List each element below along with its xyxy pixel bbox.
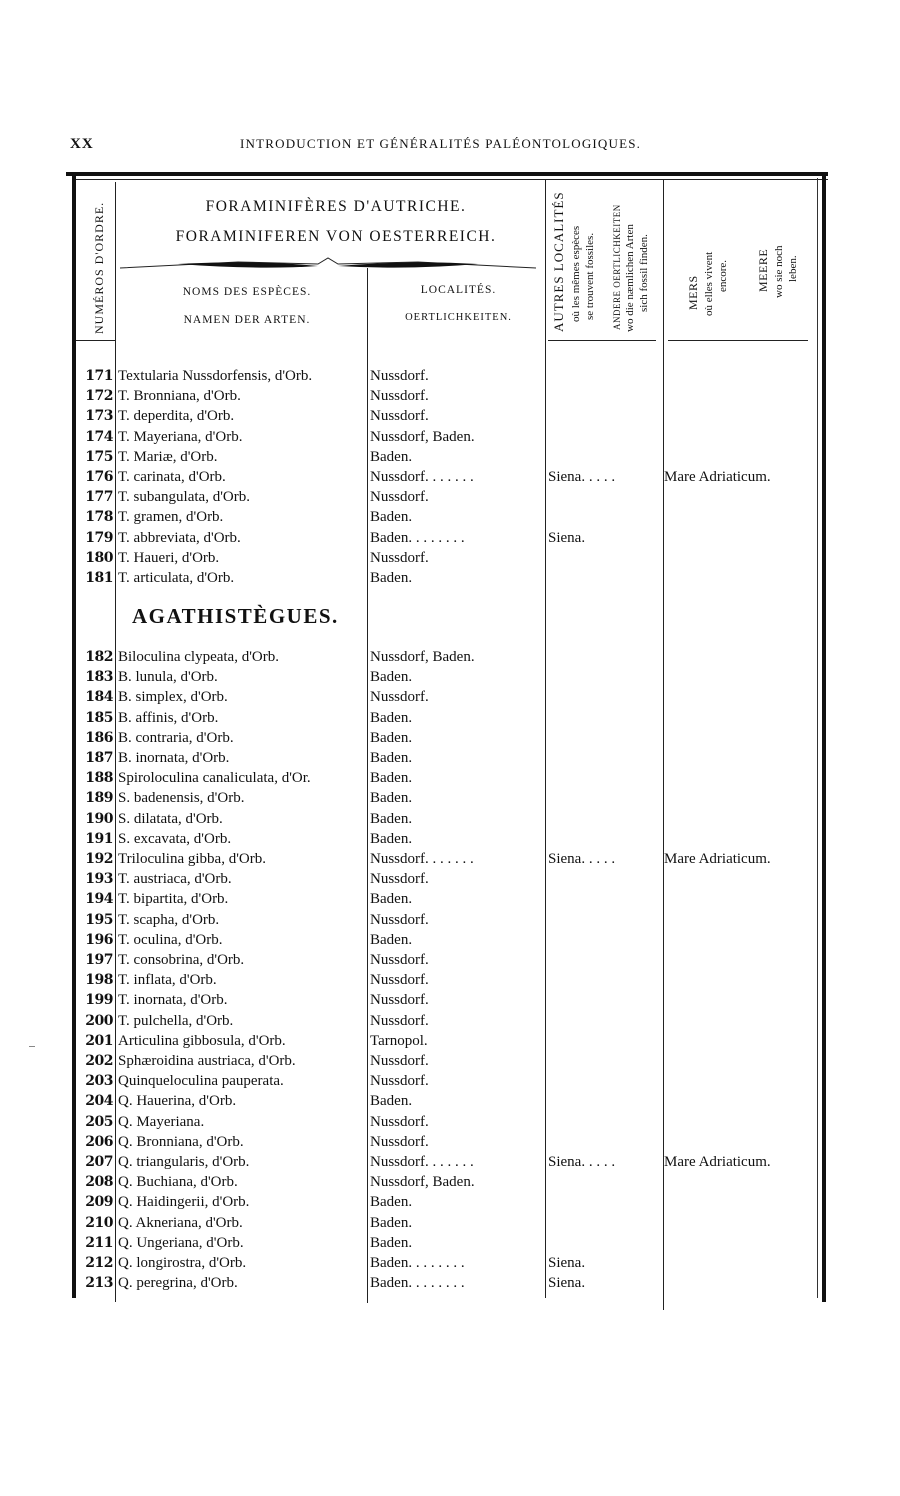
- header-ornament: [118, 254, 538, 276]
- row-number: 210: [85, 1214, 113, 1231]
- header-names-de: NAMEN DER ARTEN.: [183, 314, 311, 326]
- row-number: 208: [85, 1174, 113, 1191]
- table-right-rule: [822, 172, 826, 1302]
- locality: Nussdorf.: [370, 952, 429, 968]
- locality: Nussdorf. . . . . . .: [370, 469, 474, 485]
- row-number: 177: [85, 489, 113, 506]
- species-name: T. inornata, d'Orb.: [118, 992, 228, 1009]
- row-number: 181: [85, 570, 113, 586]
- header-other-localities-de-note1: wo die næmlichen Arten: [624, 224, 636, 332]
- species-name: Q. longirostra, d'Orb.: [118, 1255, 247, 1271]
- row-number: 179: [85, 529, 113, 546]
- locality: Baden.: [370, 931, 413, 948]
- locality: Nussdorf.: [370, 549, 429, 566]
- species-name: T. subangulata, d'Orb.: [118, 489, 250, 506]
- row-number: 176: [85, 469, 113, 485]
- species-name: T. pulchella, d'Orb.: [118, 1012, 234, 1029]
- species-name: Q. peregrina, d'Orb.: [118, 1275, 238, 1292]
- locality: Nussdorf.: [370, 972, 429, 989]
- species-name: T. Mariæ, d'Orb.: [118, 448, 218, 465]
- header-other-localities-de-note2: sich fossil finden.: [638, 234, 650, 312]
- header-localities-de: OERTLICHKEITEN.: [405, 312, 512, 323]
- row-number: 198: [85, 972, 113, 989]
- row-number: 192: [85, 851, 113, 867]
- header-other-localities-fr-note1: où les mêmes espèces: [570, 225, 582, 322]
- species-name: Sphæroidina austriaca, d'Orb.: [118, 1053, 296, 1069]
- row-number: 175: [85, 448, 113, 465]
- locality: Nussdorf.: [370, 388, 429, 405]
- row-number: 183: [85, 669, 113, 686]
- column-divider-number: [115, 182, 116, 1302]
- header-title-de: FORAMINIFEREN VON OESTERREICH.: [175, 228, 497, 245]
- locality: Baden.: [370, 669, 413, 686]
- row-number: 209: [85, 1194, 113, 1211]
- species-name: Biloculina clypeata, d'Orb.: [118, 649, 279, 665]
- header-seas-de: MEERE: [756, 248, 770, 292]
- species-name: Textularia Nussdorfensis, d'Orb.: [118, 368, 313, 384]
- column-divider-name: [367, 268, 368, 1303]
- row-number: 211: [85, 1234, 113, 1251]
- row-number: 206: [85, 1133, 113, 1150]
- row-number: 204: [85, 1093, 113, 1110]
- locality: Baden.: [370, 709, 413, 726]
- species-name: T. Bronniana, d'Orb.: [118, 388, 241, 405]
- species-name: S. excavata, d'Orb.: [118, 830, 232, 847]
- species-name: Q. Buchiana, d'Orb.: [118, 1174, 238, 1191]
- locality: Baden.: [370, 1194, 413, 1211]
- header-names-fr: NOMS DES ESPÈCES.: [182, 286, 312, 298]
- header-seas-fr-note2: encore.: [717, 259, 729, 292]
- locality: Baden.: [370, 448, 413, 465]
- locality: Baden.: [370, 790, 413, 807]
- row-number: 184: [85, 689, 113, 706]
- row-number: 194: [85, 891, 113, 908]
- row-number: 202: [85, 1053, 113, 1069]
- species-name: T. inflata, d'Orb.: [118, 972, 217, 989]
- header-seas-fr: MERS: [686, 275, 700, 310]
- header-other-localities-fr-note2: se trouvent fossiles.: [584, 232, 596, 320]
- row-number: 200: [85, 1012, 113, 1029]
- row-number: 205: [85, 1113, 113, 1130]
- header-ordre: NUMÉROS D'ORDRE.: [92, 201, 106, 334]
- living-sea: Mare Adriaticum.: [664, 469, 771, 485]
- header-seas-de-note2: leben.: [787, 255, 799, 282]
- other-locality: Siena. . . . .: [548, 851, 616, 867]
- other-locality: Siena.: [548, 529, 586, 546]
- species-name: T. Haueri, d'Orb.: [118, 549, 220, 566]
- locality: Baden. . . . . . . .: [370, 1275, 465, 1292]
- row-number: 187: [85, 750, 113, 766]
- other-locality: Siena.: [548, 1275, 586, 1292]
- species-name: T. oculina, d'Orb.: [118, 931, 223, 948]
- column-divider-locality: [545, 180, 546, 1298]
- species-name: T. abbreviata, d'Orb.: [118, 529, 241, 546]
- living-sea: Mare Adriaticum.: [664, 851, 771, 867]
- locality: Nussdorf.: [370, 1133, 429, 1150]
- row-number: 199: [85, 992, 113, 1009]
- locality: Nussdorf.: [370, 992, 429, 1009]
- row-number: 171: [85, 368, 113, 384]
- header-title-fr: FORAMINIFÈRES D'AUTRICHE.: [205, 198, 467, 215]
- locality: Nussdorf.: [370, 911, 429, 928]
- row-number: 196: [85, 931, 113, 948]
- locality: Baden.: [370, 810, 413, 827]
- page-number: XX: [70, 136, 94, 152]
- species-name: T. deperdita, d'Orb.: [118, 408, 235, 425]
- header-rule-other: [548, 340, 656, 341]
- species-name: Q. Mayeriana.: [118, 1113, 205, 1130]
- row-number: 189: [85, 790, 113, 807]
- row-number: 195: [85, 911, 113, 928]
- species-name: S. dilatata, d'Orb.: [118, 810, 223, 827]
- locality: Baden. . . . . . . .: [370, 529, 465, 546]
- species-name: T. consobrina, d'Orb.: [118, 952, 245, 968]
- locality: Baden.: [370, 830, 413, 847]
- locality: Baden.: [370, 750, 413, 766]
- locality: Nussdorf. . . . . . .: [370, 1154, 474, 1170]
- column-divider-other: [663, 180, 664, 1310]
- species-name: T. articulata, d'Orb.: [118, 570, 235, 586]
- locality: Nussdorf.: [370, 1113, 429, 1130]
- header-rule-sea: [668, 340, 808, 341]
- locality: Baden.: [370, 509, 413, 526]
- locality: Baden.: [370, 770, 413, 787]
- locality: Nussdorf.: [370, 689, 429, 706]
- locality: Nussdorf. . . . . . .: [370, 851, 474, 867]
- species-name: Articulina gibbosula, d'Orb.: [118, 1032, 286, 1049]
- species-name: T. scapha, d'Orb.: [118, 911, 220, 928]
- header-other-localities-de: ANDERE OERTLICHKEITEN: [612, 204, 622, 330]
- row-number: 173: [85, 408, 113, 425]
- locality: Nussdorf.: [370, 1073, 429, 1090]
- species-name: Q. Akneriana, d'Orb.: [118, 1214, 243, 1231]
- locality: Nussdorf, Baden.: [370, 428, 475, 445]
- table-right-thin-rule: [817, 178, 818, 1298]
- locality: Nussdorf, Baden.: [370, 1174, 475, 1191]
- locality: Tarnopol.: [370, 1032, 428, 1049]
- locality: Nussdorf.: [370, 489, 429, 506]
- species-name: B. simplex, d'Orb.: [118, 689, 228, 706]
- locality: Baden.: [370, 1214, 413, 1231]
- species-name: Q. Hauerina, d'Orb.: [118, 1093, 237, 1110]
- locality: Nussdorf.: [370, 408, 429, 425]
- row-number: 178: [85, 509, 113, 526]
- row-number: 201: [85, 1032, 113, 1049]
- table-top-rule: [66, 172, 828, 176]
- running-head: [70, 136, 830, 156]
- species-table: [66, 172, 834, 1304]
- locality: Nussdorf.: [370, 871, 429, 888]
- species-name: Spiroloculina canaliculata, d'Or.: [118, 770, 311, 787]
- row-number: 182: [85, 649, 113, 665]
- species-name: T. gramen, d'Orb.: [118, 509, 224, 526]
- row-number: 185: [85, 709, 113, 726]
- other-locality: Siena.: [548, 1255, 586, 1271]
- row-number: 180: [85, 549, 113, 566]
- row-number: 188: [85, 770, 113, 787]
- header-seas-de-note1: wo sie noch: [773, 245, 785, 298]
- locality: Baden.: [370, 1234, 413, 1251]
- margin-mark: [29, 1046, 35, 1047]
- row-number: 186: [85, 729, 113, 746]
- locality: Baden.: [370, 570, 413, 586]
- locality: Nussdorf.: [370, 1012, 429, 1029]
- row-number: 193: [85, 871, 113, 888]
- row-number: 191: [85, 830, 113, 847]
- species-name: S. badenensis, d'Orb.: [118, 790, 245, 807]
- species-name: T. Mayeriana, d'Orb.: [118, 428, 243, 445]
- locality: Nussdorf, Baden.: [370, 649, 475, 665]
- row-number: 174: [85, 428, 113, 445]
- row-number: 190: [85, 810, 113, 827]
- header-other-localities-fr: AUTRES LOCALITÉS: [551, 191, 566, 332]
- other-locality: Siena. . . . .: [548, 1154, 616, 1170]
- species-name: T. austriaca, d'Orb.: [118, 871, 232, 888]
- row-number: 207: [85, 1154, 113, 1170]
- locality: Baden.: [370, 891, 413, 908]
- species-name: T. carinata, d'Orb.: [118, 469, 226, 485]
- species-name: T. bipartita, d'Orb.: [118, 891, 229, 908]
- header-rule-number: [76, 340, 116, 341]
- header-seas-fr-note1: où elles vivent: [703, 251, 715, 316]
- locality: Baden.: [370, 729, 413, 746]
- running-title: INTRODUCTION ET GÉNÉRALITÉS PALÉONTOLOGIQUES.: [240, 136, 642, 151]
- locality: Nussdorf.: [370, 1053, 429, 1069]
- locality: Nussdorf.: [370, 368, 429, 384]
- row-number: 213: [85, 1275, 113, 1292]
- species-name: Q. Ungeriana, d'Orb.: [118, 1234, 244, 1251]
- locality: Baden.: [370, 1093, 413, 1110]
- species-name: B. inornata, d'Orb.: [118, 750, 230, 766]
- row-number: 172: [85, 388, 113, 405]
- header-localities-fr: LOCALITÉS.: [420, 284, 497, 296]
- species-name: Quinqueloculina pauperata.: [118, 1073, 284, 1090]
- table-top-thin-rule: [76, 179, 828, 180]
- species-name: Q. Bronniana, d'Orb.: [118, 1133, 244, 1150]
- section-title-agathistegues: AGATHISTÈGUES.: [132, 604, 339, 628]
- species-name: Triloculina gibba, d'Orb.: [118, 851, 266, 867]
- other-locality: Siena. . . . .: [548, 469, 616, 485]
- species-name: B. lunula, d'Orb.: [118, 669, 218, 686]
- row-number: 197: [85, 952, 113, 968]
- row-number: 212: [85, 1255, 113, 1271]
- species-name: Q. triangularis, d'Orb.: [118, 1154, 250, 1170]
- living-sea: Mare Adriaticum.: [664, 1154, 771, 1170]
- species-name: B. contraria, d'Orb.: [118, 729, 234, 746]
- species-name: Q. Haidingerii, d'Orb.: [118, 1194, 250, 1211]
- locality: Baden. . . . . . . .: [370, 1255, 465, 1271]
- species-name: B. affinis, d'Orb.: [118, 709, 219, 726]
- row-number: 203: [85, 1073, 113, 1090]
